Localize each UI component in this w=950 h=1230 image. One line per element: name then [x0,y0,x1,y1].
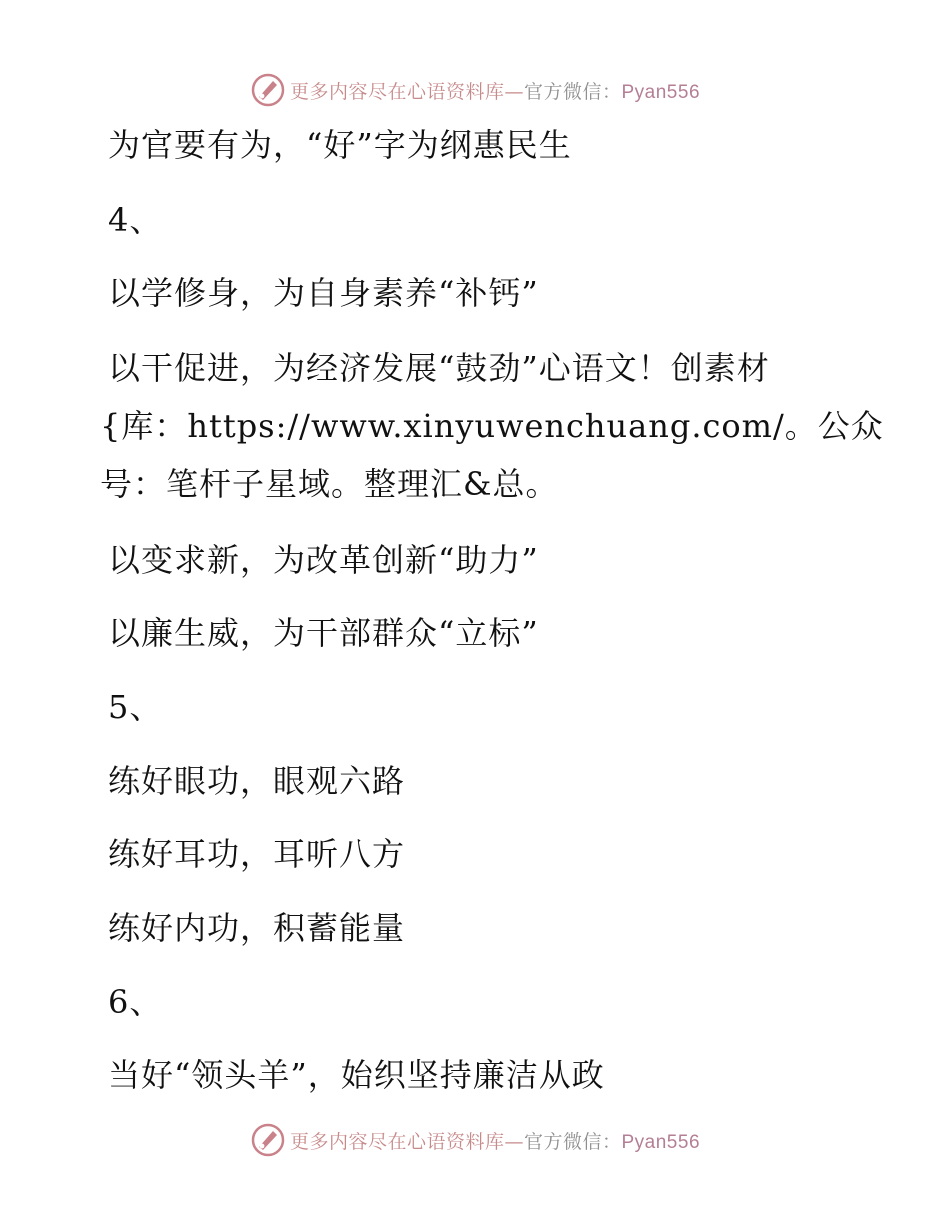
pen-logo-icon [250,1122,286,1158]
text-line: 以干促进，为经济发展“鼓劲”心语文！创素材 [108,349,770,387]
text-line: 当好“领头羊”，始织坚持廉洁从政 [108,1056,605,1094]
text-line: 练好耳功，耳听八方 [108,835,406,873]
footer-site-text: 更多内容尽在心语资料库 [289,1130,505,1153]
text-line: 以学修身，为自身素养“补钙” [108,274,539,312]
footer-banner-text [290,1127,700,1154]
footer-contact-label: 官方微信： [523,1130,622,1153]
text-line: {库：https://www.xinyuwenchuang.com/。公众 [100,407,884,445]
text-line: 以变求新，为改革创新“助力” [108,541,539,579]
text-line: 练好眼功，眼观六路 [108,762,406,800]
header-separator: — [504,80,524,103]
header-contact-label: 官方微信： [523,80,622,103]
footer-separator: — [504,1130,524,1153]
section-number: 5、 [108,688,163,726]
footer-contact-id: Pyan556 [621,1131,701,1153]
section-number: 6、 [108,983,163,1021]
text-line: 以廉生威，为干部群众“立标” [108,614,539,652]
header-site-text: 更多内容尽在心语资料库 [289,80,505,103]
text-line: 练好内功，积蓄能量 [108,909,406,947]
footer-banner [0,1120,950,1160]
text-line: 为官要有为，“好”字为纲惠民生 [108,126,572,164]
section-number: 4、 [108,201,163,239]
header-contact-id: Pyan556 [621,81,701,103]
text-line: 号：笔杆子星域。整理汇&总。 [100,465,559,503]
